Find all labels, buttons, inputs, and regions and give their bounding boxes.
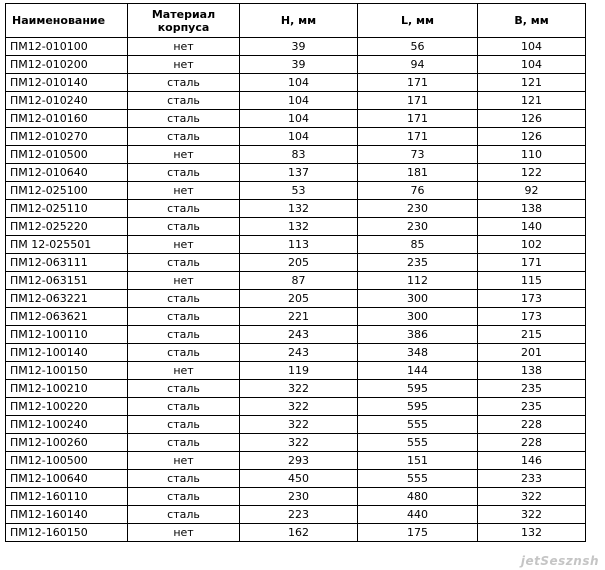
cell-h: 223: [240, 506, 358, 524]
cell-name: ПМ12-100210: [6, 380, 128, 398]
cell-l: 144: [358, 362, 478, 380]
header-l: L, мм: [358, 4, 478, 38]
header-material-line1: Материал: [151, 7, 216, 21]
table-row: [6, 398, 586, 416]
cell-name: ПМ12-010640: [6, 164, 128, 182]
cell-h: 243: [240, 326, 358, 344]
table-row: [6, 308, 586, 326]
table-row: [6, 236, 586, 254]
cell-b: 140: [478, 218, 586, 236]
cell-name: ПМ12-063111: [6, 254, 128, 272]
cell-h: 83: [240, 146, 358, 164]
cell-l: 171: [358, 74, 478, 92]
table-row: [6, 74, 586, 92]
cell-material: сталь: [128, 434, 240, 452]
cell-b: 121: [478, 74, 586, 92]
cell-h: 205: [240, 254, 358, 272]
cell-l: 595: [358, 380, 478, 398]
table-row: [6, 128, 586, 146]
table-row: [6, 506, 586, 524]
cell-name: ПМ12-100640: [6, 470, 128, 488]
table-row: [6, 290, 586, 308]
table-row: [6, 110, 586, 128]
table-row: [6, 146, 586, 164]
cell-material: нет: [128, 236, 240, 254]
cell-l: 76: [358, 182, 478, 200]
cell-b: 173: [478, 290, 586, 308]
cell-b: 235: [478, 398, 586, 416]
table-row: [6, 434, 586, 452]
cell-name: ПМ12-063151: [6, 272, 128, 290]
cell-name: ПМ12-010100: [6, 38, 128, 56]
cell-b: 104: [478, 38, 586, 56]
cell-b: 215: [478, 326, 586, 344]
cell-l: 555: [358, 434, 478, 452]
cell-b: 233: [478, 470, 586, 488]
cell-name: ПМ12-100220: [6, 398, 128, 416]
cell-b: 126: [478, 110, 586, 128]
cell-l: 171: [358, 110, 478, 128]
cell-l: 555: [358, 470, 478, 488]
header-name: Наименование: [6, 4, 128, 38]
cell-b: 92: [478, 182, 586, 200]
table-row: [6, 218, 586, 236]
table-row: [6, 344, 586, 362]
cell-material: сталь: [128, 326, 240, 344]
cell-name: ПМ12-010160: [6, 110, 128, 128]
header-b: B, мм: [478, 4, 586, 38]
cell-material: нет: [128, 182, 240, 200]
table-row: [6, 362, 586, 380]
cell-material: сталь: [128, 398, 240, 416]
cell-material: нет: [128, 56, 240, 74]
cell-b: 201: [478, 344, 586, 362]
cell-h: 322: [240, 380, 358, 398]
cell-l: 181: [358, 164, 478, 182]
cell-h: 322: [240, 416, 358, 434]
table-row: [6, 38, 586, 56]
table-row: [6, 254, 586, 272]
cell-material: сталь: [128, 128, 240, 146]
cell-material: сталь: [128, 254, 240, 272]
cell-material: сталь: [128, 290, 240, 308]
cell-b: 104: [478, 56, 586, 74]
cell-name: ПМ12-100260: [6, 434, 128, 452]
cell-name: ПМ12-100140: [6, 344, 128, 362]
cell-b: 102: [478, 236, 586, 254]
cell-material: нет: [128, 38, 240, 56]
cell-material: сталь: [128, 218, 240, 236]
cell-b: 121: [478, 92, 586, 110]
header-material-line2: корпуса: [157, 20, 210, 34]
cell-name: ПМ12-100240: [6, 416, 128, 434]
cell-l: 171: [358, 128, 478, 146]
table-row: [6, 524, 586, 542]
cell-l: 112: [358, 272, 478, 290]
table-row: [6, 416, 586, 434]
cell-b: 322: [478, 488, 586, 506]
cell-material: нет: [128, 146, 240, 164]
cell-b: 228: [478, 434, 586, 452]
cell-name: ПМ12-010500: [6, 146, 128, 164]
cell-name: ПМ12-010200: [6, 56, 128, 74]
cell-material: сталь: [128, 470, 240, 488]
table-row: [6, 164, 586, 182]
cell-l: 73: [358, 146, 478, 164]
cell-name: ПМ12-160110: [6, 488, 128, 506]
cell-material: сталь: [128, 200, 240, 218]
cell-material: сталь: [128, 344, 240, 362]
cell-material: сталь: [128, 92, 240, 110]
cell-material: сталь: [128, 380, 240, 398]
cell-b: 132: [478, 524, 586, 542]
cell-l: 595: [358, 398, 478, 416]
cell-l: 300: [358, 308, 478, 326]
cell-b: 110: [478, 146, 586, 164]
cell-material: сталь: [128, 74, 240, 92]
cell-h: 104: [240, 74, 358, 92]
cell-name: ПМ12-025100: [6, 182, 128, 200]
cell-name: ПМ12-063621: [6, 308, 128, 326]
cell-h: 104: [240, 128, 358, 146]
cell-b: 235: [478, 380, 586, 398]
cell-b: 138: [478, 362, 586, 380]
cell-l: 555: [358, 416, 478, 434]
cell-h: 87: [240, 272, 358, 290]
cell-name: ПМ12-160140: [6, 506, 128, 524]
cell-l: 300: [358, 290, 478, 308]
cell-h: 322: [240, 398, 358, 416]
cell-b: 138: [478, 200, 586, 218]
cell-material: нет: [128, 524, 240, 542]
cell-name: ПМ12-025220: [6, 218, 128, 236]
cell-l: 151: [358, 452, 478, 470]
header-material: [128, 4, 240, 38]
table-row: [6, 452, 586, 470]
cell-h: 132: [240, 200, 358, 218]
table-row: [6, 92, 586, 110]
cell-b: 122: [478, 164, 586, 182]
cell-l: 94: [358, 56, 478, 74]
cell-l: 230: [358, 218, 478, 236]
cell-material: нет: [128, 362, 240, 380]
cell-h: 450: [240, 470, 358, 488]
cell-h: 221: [240, 308, 358, 326]
cell-h: 39: [240, 56, 358, 74]
table-row: [6, 200, 586, 218]
cell-h: 104: [240, 110, 358, 128]
cell-material: сталь: [128, 164, 240, 182]
table-row: [6, 56, 586, 74]
cell-h: 162: [240, 524, 358, 542]
cell-l: 230: [358, 200, 478, 218]
cell-b: 322: [478, 506, 586, 524]
cell-material: сталь: [128, 308, 240, 326]
cell-name: ПМ12-100110: [6, 326, 128, 344]
cell-material: сталь: [128, 506, 240, 524]
cell-h: 137: [240, 164, 358, 182]
cell-name: ПМ12-010140: [6, 74, 128, 92]
cell-material: сталь: [128, 110, 240, 128]
cell-l: 348: [358, 344, 478, 362]
cell-l: 171: [358, 92, 478, 110]
cell-l: 480: [358, 488, 478, 506]
cell-material: сталь: [128, 416, 240, 434]
table-row: [6, 470, 586, 488]
cell-material: сталь: [128, 488, 240, 506]
table-row: [6, 326, 586, 344]
header-h: H, мм: [240, 4, 358, 38]
cell-h: 104: [240, 92, 358, 110]
cell-h: 113: [240, 236, 358, 254]
specs-table: [5, 3, 586, 542]
cell-name: ПМ12-063221: [6, 290, 128, 308]
cell-name: ПМ12-100500: [6, 452, 128, 470]
cell-h: 132: [240, 218, 358, 236]
cell-b: 146: [478, 452, 586, 470]
header-row: [6, 4, 586, 38]
table-body: [6, 38, 586, 542]
cell-b: 126: [478, 128, 586, 146]
cell-h: 119: [240, 362, 358, 380]
cell-material: нет: [128, 452, 240, 470]
cell-l: 175: [358, 524, 478, 542]
cell-name: ПМ12-025110: [6, 200, 128, 218]
table-row: [6, 272, 586, 290]
cell-l: 386: [358, 326, 478, 344]
cell-name: ПМ12-100150: [6, 362, 128, 380]
cell-b: 115: [478, 272, 586, 290]
cell-material: нет: [128, 272, 240, 290]
cell-name: ПМ12-010240: [6, 92, 128, 110]
table-row: [6, 488, 586, 506]
cell-h: 230: [240, 488, 358, 506]
cell-h: 53: [240, 182, 358, 200]
cell-h: 39: [240, 38, 358, 56]
cell-h: 293: [240, 452, 358, 470]
cell-l: 235: [358, 254, 478, 272]
table-row: [6, 182, 586, 200]
table-row: [6, 380, 586, 398]
cell-l: 85: [358, 236, 478, 254]
cell-l: 440: [358, 506, 478, 524]
cell-h: 243: [240, 344, 358, 362]
cell-h: 322: [240, 434, 358, 452]
cell-h: 205: [240, 290, 358, 308]
cell-b: 173: [478, 308, 586, 326]
cell-l: 56: [358, 38, 478, 56]
cell-name: ПМ12-160150: [6, 524, 128, 542]
watermark: jetSesznsh: [520, 554, 599, 568]
cell-name: ПМ 12-025501: [6, 236, 128, 254]
cell-b: 171: [478, 254, 586, 272]
cell-name: ПМ12-010270: [6, 128, 128, 146]
cell-b: 228: [478, 416, 586, 434]
